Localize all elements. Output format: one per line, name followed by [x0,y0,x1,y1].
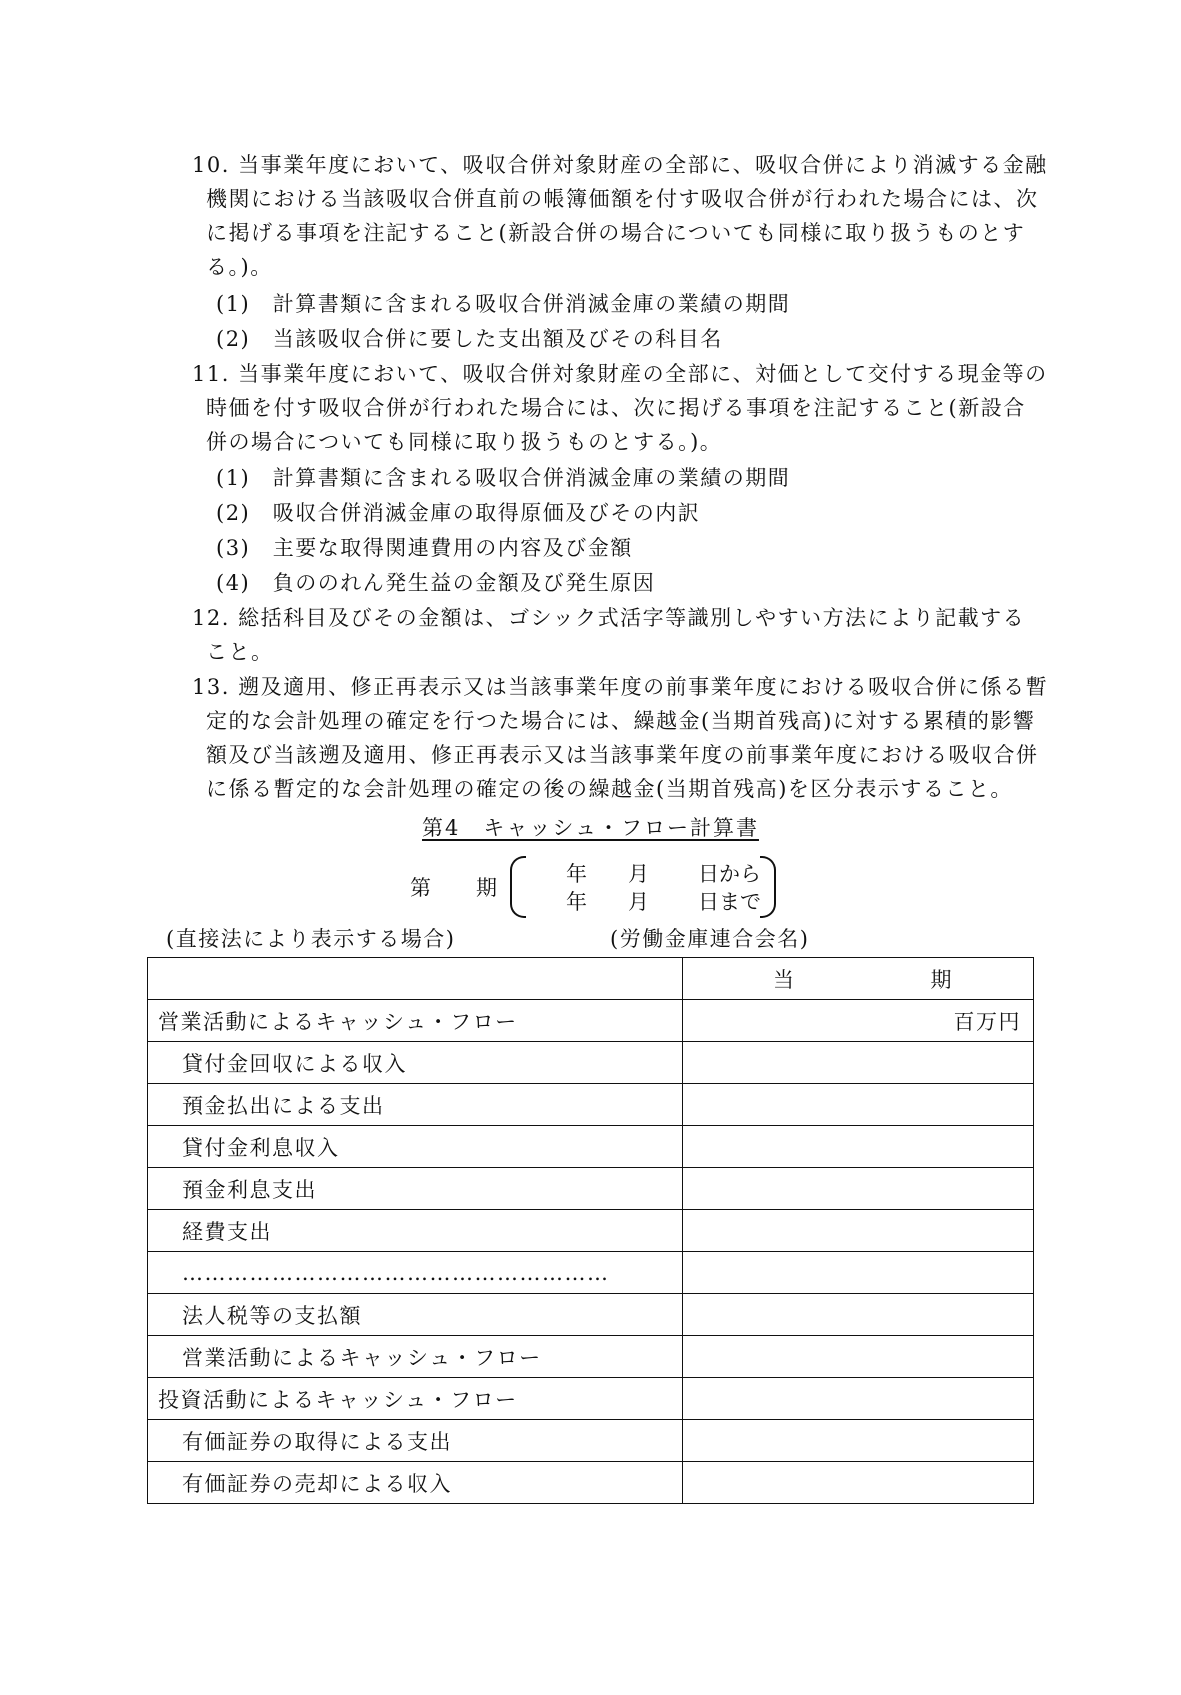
value-cell [683,1336,1034,1378]
cash-flow-table [147,957,1034,1504]
row-label: 投資活動によるキャッシュ・フロー [148,1378,683,1420]
period-open-bracket [510,856,526,918]
table-row [148,1252,1034,1294]
table-header-row [148,958,1034,1000]
row-label: 貸付金利息収入 [148,1126,683,1168]
from-day: 日から [698,862,761,886]
method-label: (直接法により表示する場合) [166,927,456,951]
header-current-b: 期 [930,967,953,992]
row-label: 営業活動によるキャッシュ・フロー [148,1000,683,1042]
table-row [148,1126,1034,1168]
table-row [148,1210,1034,1252]
note-11-item-1: (1) 計算書類に含まれる吸収合併消滅金庫の業績の期間 [216,466,791,490]
row-label: 有価証券の売却による収入 [148,1462,683,1504]
note-13-line-3: 額及び当該遡及適用、修正再表示又は当該事業年度の前事業年度における吸収合併 [206,743,1039,767]
from-year: 年 [566,862,587,886]
note-11-line-1: 11. 当事業年度において、吸収合併対象財産の全部に、対価として交付する現金等の [192,362,1048,386]
value-cell [683,1420,1034,1462]
value-cell [683,1294,1034,1336]
table-row [148,1168,1034,1210]
table-row [148,1042,1034,1084]
value-cell [683,1210,1034,1252]
note-10-line-2: 機関における当該吸収合併直前の帳簿価額を付す吸収合併が行われた場合には、次 [206,187,1039,211]
value-cell [683,1042,1034,1084]
table-row [148,1336,1034,1378]
row-label: 預金利息支出 [148,1168,683,1210]
note-13-line-2: 定的な会計処理の確定を行つた場合には、繰越金(当期首残高)に対する累積的影響 [206,709,1036,733]
value-cell [683,1126,1034,1168]
table-row [148,1084,1034,1126]
value-cell [683,1252,1034,1294]
unit-cell: 百万円 [683,1000,1034,1042]
value-cell [683,1378,1034,1420]
note-13-line-1: 13. 遡及適用、修正再表示又は当該事業年度の前事業年度における吸収合併に係る暫 [192,675,1049,699]
from-month: 月 [628,862,649,886]
row-label: 法人税等の支払額 [148,1294,683,1336]
note-11-item-3: (3) 主要な取得関連費用の内容及び金額 [216,536,633,560]
period-close-bracket [760,856,776,918]
note-11-item-2: (2) 吸収合併消滅金庫の取得原価及びその内訳 [216,501,701,525]
row-label: 営業活動によるキャッシュ・フロー [148,1336,683,1378]
row-label-ellipsis: ………………………………………………… [148,1252,683,1294]
value-cell [683,1084,1034,1126]
table-row [148,1294,1034,1336]
note-11-line-3: 併の場合についても同様に取り扱うものとする。)。 [206,430,723,454]
note-13-line-4: に係る暫定的な会計処理の確定の後の繰越金(当期首残高)を区分表示すること。 [206,777,1013,801]
to-month: 月 [628,890,649,914]
table-row [148,1378,1034,1420]
row-label: 有価証券の取得による支出 [148,1420,683,1462]
table-row [148,1462,1034,1504]
row-label: 貸付金回収による収入 [148,1042,683,1084]
note-10-line-1: 10. 当事業年度において、吸収合併対象財産の全部に、吸収合併により消滅する金融 [192,153,1048,177]
value-cell [683,1168,1034,1210]
to-year: 年 [566,890,587,914]
note-10-item-2: (2) 当該吸収合併に要した支出額及びその科目名 [216,327,723,351]
note-12-line-1: 12. 総括科目及びその金額は、ゴシック式活字等識別しやすい方法により記載する [192,606,1026,630]
row-label: 経費支出 [148,1210,683,1252]
note-11-item-4: (4) 負ののれん発生益の金額及び発生原因 [216,571,656,595]
value-cell [683,1462,1034,1504]
period-label-dai: 第 [410,876,431,900]
header-cell-item [148,958,683,1000]
statement-title: 第4 キャッシュ・フロー計算書 [422,816,759,840]
table-row [148,1420,1034,1462]
period-label-ki: 期 [476,876,497,900]
header-current-a: 当 [773,967,796,992]
header-cell-current [683,958,1034,1000]
note-12-line-2: こと。 [206,640,274,664]
note-10-line-4: る。)。 [206,255,273,279]
table-row [148,1000,1034,1042]
note-10-item-1: (1) 計算書類に含まれる吸収合併消滅金庫の業績の期間 [216,292,791,316]
note-10-line-3: に掲げる事項を注記すること(新設合併の場合についても同様に取り扱うものとす [206,221,1026,245]
note-11-line-2: 時価を付す吸収合併が行われた場合には、次に掲げる事項を注記すること(新設合 [206,396,1026,420]
to-day: 日まで [698,890,761,914]
row-label: 預金払出による支出 [148,1084,683,1126]
org-label: (労働金庫連合会名) [610,927,810,951]
